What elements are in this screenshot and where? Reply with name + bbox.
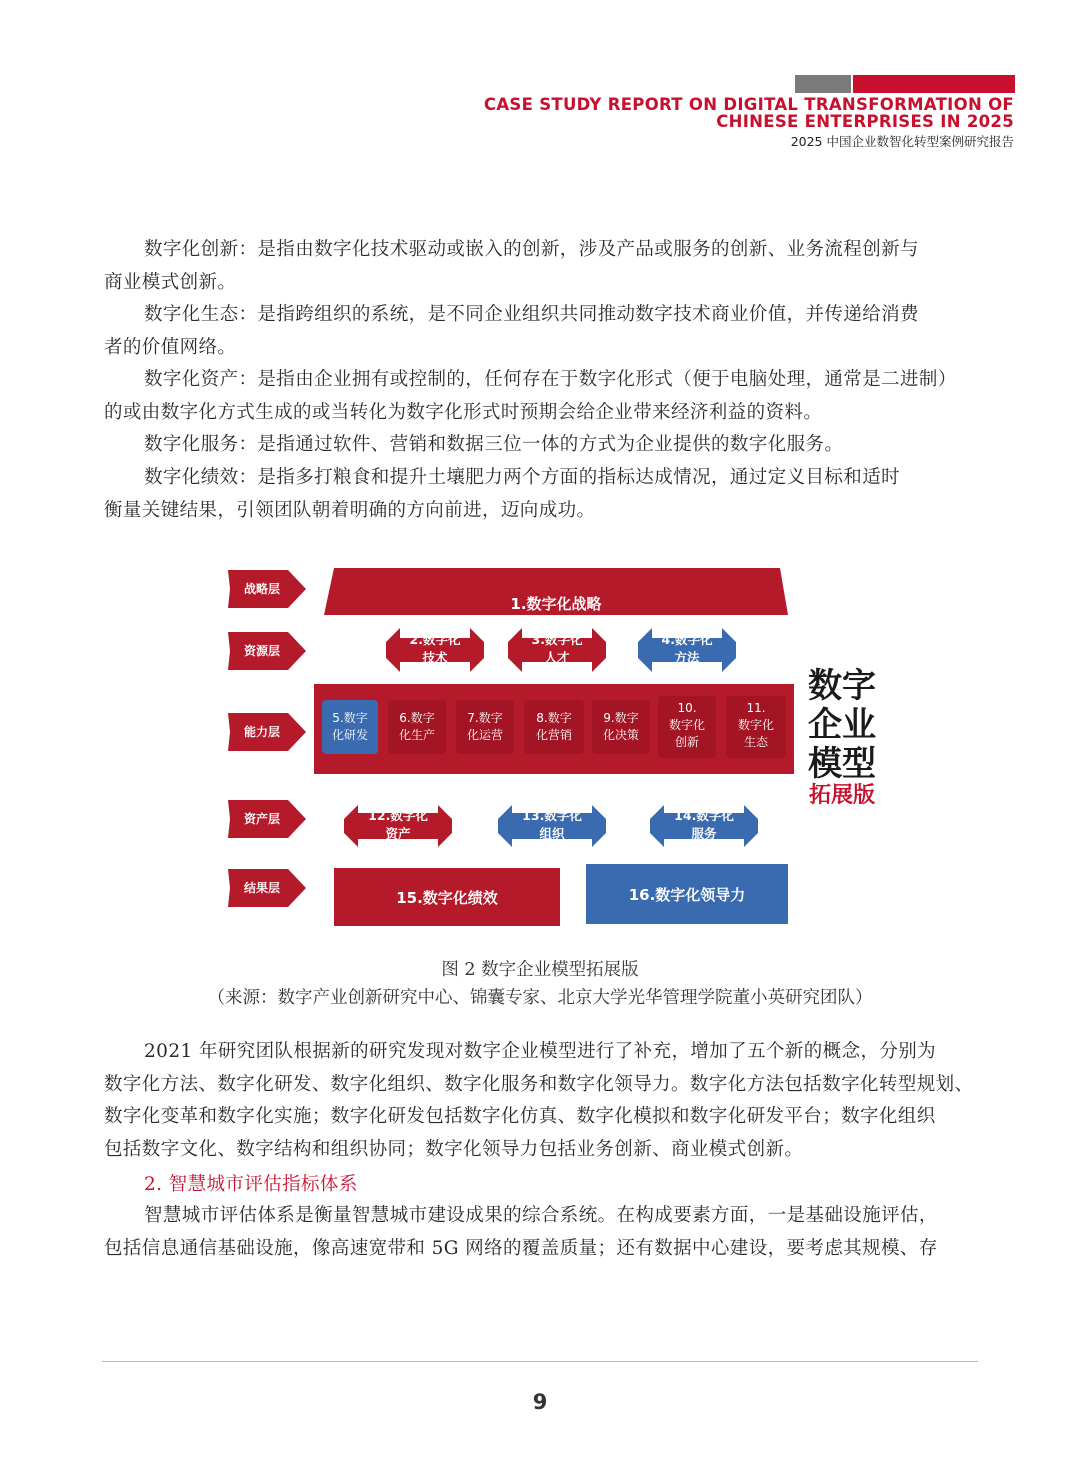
layer-tag-result <box>228 869 306 907</box>
resource-arrow-method <box>638 628 736 672</box>
capability-label: 化研发 <box>331 728 369 742</box>
line: 衡量关键结果，引领团队朝着明确的方向前进，迈向成功。 <box>104 499 596 521</box>
paragraph-digital-ecosystem <box>104 299 984 364</box>
report-subtitle: 2025 中国企业数智化转型案例研究报告 <box>790 134 1014 149</box>
figure-source: （来源：数字产业创新研究中心、锦囊专家、北京大学光华管理学院董小英研究团队） <box>207 988 873 1008</box>
capability-label: 数字化 <box>668 718 706 732</box>
footer-divider <box>102 1361 978 1362</box>
capability-operations <box>456 700 514 754</box>
capability-label: 创新 <box>674 735 700 749</box>
capability-label: 化生产 <box>398 728 436 742</box>
capability-label: 9.数字 <box>603 711 639 725</box>
strategy-block <box>324 568 788 615</box>
paragraph-model-supplement <box>104 1036 984 1167</box>
strategy-label: 1.数字化战略 <box>510 595 602 613</box>
result-label: 16.数字化领导力 <box>628 886 746 904</box>
capability-label: 5.数字 <box>332 711 368 725</box>
line: 的或由数字化方式生成的或当转化为数字化形式时预期会给企业带来经济利益的资料。 <box>104 401 823 423</box>
line: 包括数字文化、数字结构和组织协同；数字化领导力包括业务创新、商业模式创新。 <box>104 1139 804 1161</box>
resource-label: 2.数字化 <box>409 632 461 647</box>
figure-caption: 图 2 数字企业模型拓展版 <box>441 960 639 980</box>
resource-label: 方法 <box>674 650 700 665</box>
report-title <box>484 96 1014 130</box>
capability-label: 化营销 <box>535 728 573 742</box>
asset-arrow-organization <box>498 805 606 847</box>
resource-arrow-talent <box>508 628 606 672</box>
capability-label: 数字化 <box>737 718 775 732</box>
side-title-line: 企业 <box>808 705 876 745</box>
resource-label: 人才 <box>544 650 570 665</box>
page-number: 9 <box>532 1390 548 1414</box>
layer-label: 资源层 <box>243 644 281 658</box>
line: 商业模式创新。 <box>104 271 237 293</box>
resource-arrow-technology <box>386 628 484 672</box>
header-bar-red <box>853 75 1015 93</box>
asset-label: 服务 <box>691 826 717 841</box>
asset-arrow-assets <box>344 805 452 847</box>
line: 数字化绩效：是指多打粮食和提升土壤肥力两个方面的指标达成情况，通过定义目标和适时 <box>144 467 901 488</box>
line: 数字化创新：是指由数字化技术驱动或嵌入的创新，涉及产品或服务的创新、业务流程创新与 <box>144 239 919 260</box>
section-heading: 2. 智慧城市评估指标体系 <box>144 1174 358 1195</box>
side-title-sub: 拓展版 <box>808 783 876 808</box>
model-side-title <box>808 666 876 808</box>
asset-arrow-services <box>650 805 758 847</box>
paragraph-smart-city <box>104 1200 984 1265</box>
capability-label: 化运营 <box>466 728 504 742</box>
capability-label: 化决策 <box>602 728 640 742</box>
capability-label: 8.数字 <box>536 711 572 725</box>
paragraph-digital-assets <box>104 364 984 429</box>
report-title-line-1: CASE STUDY REPORT ON DIGITAL TRANSFORMATION OF <box>483 95 1014 114</box>
line: 数字化生态：是指跨组织的系统，是不同企业组织共同推动数字技术商业价值，并传递给消费 <box>144 304 919 325</box>
layer-tag-asset <box>228 800 306 838</box>
line: 2021 年研究团队根据新的研究发现对数字企业模型进行了补充，增加了五个新的概念，分别为 <box>144 1041 937 1062</box>
capability-label: 6.数字 <box>399 711 435 725</box>
result-performance <box>334 868 560 926</box>
report-title-line-2: CHINESE ENTERPRISES IN 2025 <box>716 112 1014 131</box>
layer-tag-capability <box>228 713 306 751</box>
layer-label: 结果层 <box>243 881 281 895</box>
capability-decision <box>592 700 650 754</box>
layer-label: 能力层 <box>243 725 281 739</box>
asset-label: 12.数字化 <box>368 808 428 823</box>
resource-label: 3.数字化 <box>531 632 583 647</box>
asset-label: 14.数字化 <box>674 808 734 823</box>
digital-enterprise-model-figure <box>228 562 888 934</box>
side-title-line: 数字 <box>808 666 876 706</box>
capability-ecosystem <box>726 696 786 758</box>
capability-marketing <box>524 700 584 754</box>
capability-label: 10. <box>677 701 697 715</box>
asset-label: 13.数字化 <box>522 808 582 823</box>
line: 数字化变革和数字化实施；数字化研发包括数字化仿真、数字化模拟和数字化研发平台；数字化组织 <box>104 1106 936 1128</box>
header-bar-grey <box>795 75 851 93</box>
side-title-line: 模型 <box>808 744 876 784</box>
line: 数字化资产：是指由企业拥有或控制的，任何存在于数字化形式（便于电脑处理，通常是二进制） <box>144 369 957 390</box>
layer-label: 资产层 <box>243 812 281 826</box>
capability-label: 生态 <box>743 735 769 749</box>
capability-production <box>388 700 446 754</box>
capability-band <box>314 684 794 774</box>
capability-label: 7.数字 <box>467 711 503 725</box>
capability-label: 11. <box>746 701 766 715</box>
line: 者的价值网络。 <box>104 336 237 358</box>
layer-label: 战略层 <box>243 582 281 596</box>
paragraph-digital-services <box>104 429 984 462</box>
result-label: 15.数字化绩效 <box>396 889 498 907</box>
line: 数字化方法、数字化研发、数字化组织、数字化服务和数字化领导力。数字化方法包括数字化转型规划、 <box>104 1073 974 1095</box>
line: 包括信息通信基础设施，像高速宽带和 5G 网络的覆盖质量；还有数据中心建设，要考虑其规模、存 <box>104 1237 938 1259</box>
asset-label: 组织 <box>539 826 565 841</box>
resource-label: 4.数字化 <box>661 632 713 647</box>
asset-label: 资产 <box>385 826 411 841</box>
capability-rnd <box>322 700 378 754</box>
paragraph-digital-performance <box>104 462 984 527</box>
layer-tag-strategy <box>228 570 306 608</box>
line: 智慧城市评估体系是衡量智慧城市建设成果的综合系统。在构成要素方面，一是基础设施评估， <box>144 1205 938 1226</box>
paragraph-digital-innovation <box>104 234 984 299</box>
capability-innovation <box>658 696 716 758</box>
resource-label: 技术 <box>422 650 448 665</box>
line: 数字化服务：是指通过软件、营销和数据三位一体的方式为企业提供的数字化服务。 <box>144 434 844 455</box>
result-leadership <box>586 864 788 924</box>
layer-tag-resource <box>228 632 306 670</box>
